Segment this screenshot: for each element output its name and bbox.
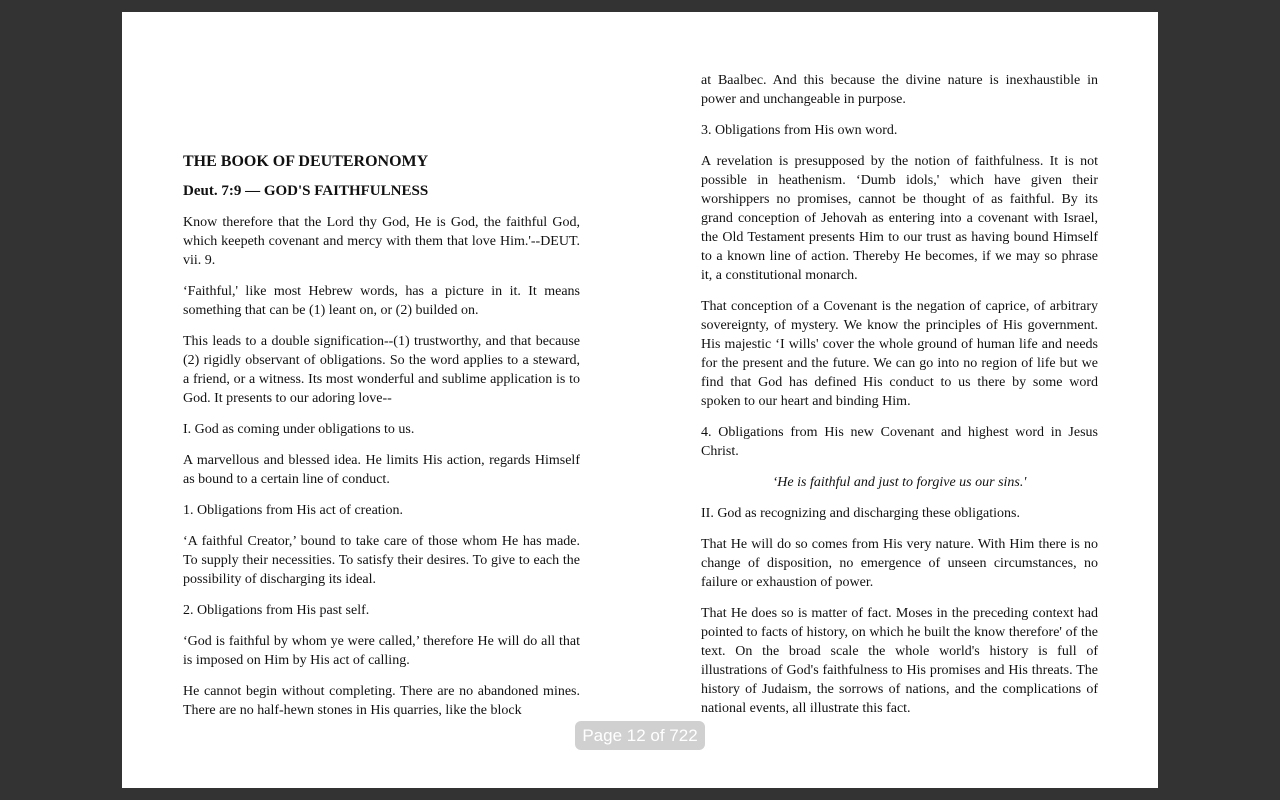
paragraph: He cannot begin without completing. There are no abandoned mines. There are no half-hewn stones in His quarries, like the block	[183, 684, 580, 718]
book-title: THE BOOK OF DEUTERONOMY	[183, 153, 429, 170]
paragraph: This leads to a double signification--(1) trustworthy, and that because (2) rigidly observant of obligations. So the word applies to a steward, a friend, or a witness. Its most wonderful and sublime application is to God. It presents to our adoring love--	[183, 334, 580, 406]
paragraph: ‘God is faithful by whom ye were called,’ therefore He will do all that is imposed on Him by His act of calling.	[183, 634, 580, 668]
paragraph: 4. Obligations from His new Covenant and highest word in Jesus Christ.	[701, 425, 1098, 459]
page-indicator: Page 12 of 722	[575, 721, 705, 750]
paragraph: I. God as coming under obligations to us.	[183, 422, 415, 437]
right-page	[701, 71, 1098, 730]
paragraph: 3. Obligations from His own word.	[701, 123, 898, 138]
paragraph: II. God as recognizing and discharging these obligations.	[701, 506, 1020, 521]
paragraph: That He does so is matter of fact. Moses in the preceding context had pointed to facts of history, on which he built the know therefore' of the text. On the broad scale the whole world's history is full of illustrations of God's faithfulness to His promises and His threats. The history of Judaism, the sorrows of nations, and the complications of national events, all illustrate this fact.	[701, 606, 1098, 716]
section-title: Deut. 7:9 — GOD'S FAITHFULNESS	[183, 183, 429, 199]
left-page-viewport	[183, 152, 580, 724]
paragraph: at Baalbec. And this because the divine nature is inexhaustible in power and unchangeable in purpose.	[701, 73, 1098, 107]
paragraph: ‘Faithful,' like most Hebrew words, has a picture in it. It means something that can be (1) leant on, or (2) builded on.	[183, 284, 580, 318]
left-page	[183, 152, 580, 724]
paragraph: 2. Obligations from His past self.	[183, 603, 370, 618]
paragraph: A revelation is presupposed by the notion of faithfulness. It is not possible in heathenism. ‘Dumb idols,' which have given their worshippers no promises, cannot be thought of as faithful. By its grand conception of Jehovah as entering into a covenant with Israel, the Old Testament presents Him to our trust as having bound Himself to a known line of action. Thereby He becomes, if we may so phrase it, a constitutional monarch.	[701, 154, 1098, 283]
paragraph: Know therefore that the Lord thy God, He is God, the faithful God, which keepeth covenant and mercy with them that love Him.'--DEUT. vii. 9.	[183, 215, 580, 268]
paragraph: A marvellous and blessed idea. He limits His action, regards Himself as bound to a certain line of conduct.	[183, 453, 580, 487]
paragraph: 1. Obligations from His act of creation.	[183, 503, 404, 518]
paragraph: That He will do so comes from His very nature. With Him there is no change of disposition, no emergence of unseen circumstances, no failure or exhaustion of power.	[701, 537, 1098, 590]
scripture-quote: ‘He is faithful and just to forgive us our sins.'	[772, 475, 1027, 490]
paragraph: ‘A faithful Creator,’ bound to take care of those whom He has made. To supply their necessities. To satisfy their desires. To give to each the possibility of discharging its ideal.	[183, 534, 580, 587]
page-spread	[122, 12, 1158, 788]
paragraph: That conception of a Covenant is the negation of caprice, of arbitrary sovereignty, of mystery. We know the principles of His government. His majestic ‘I wills' cover the whole ground of human life and needs for the present and the future. We can go into no region of life but we find that God has defined His conduct to us there by some word spoken to our heart and binding Him.	[701, 299, 1098, 409]
